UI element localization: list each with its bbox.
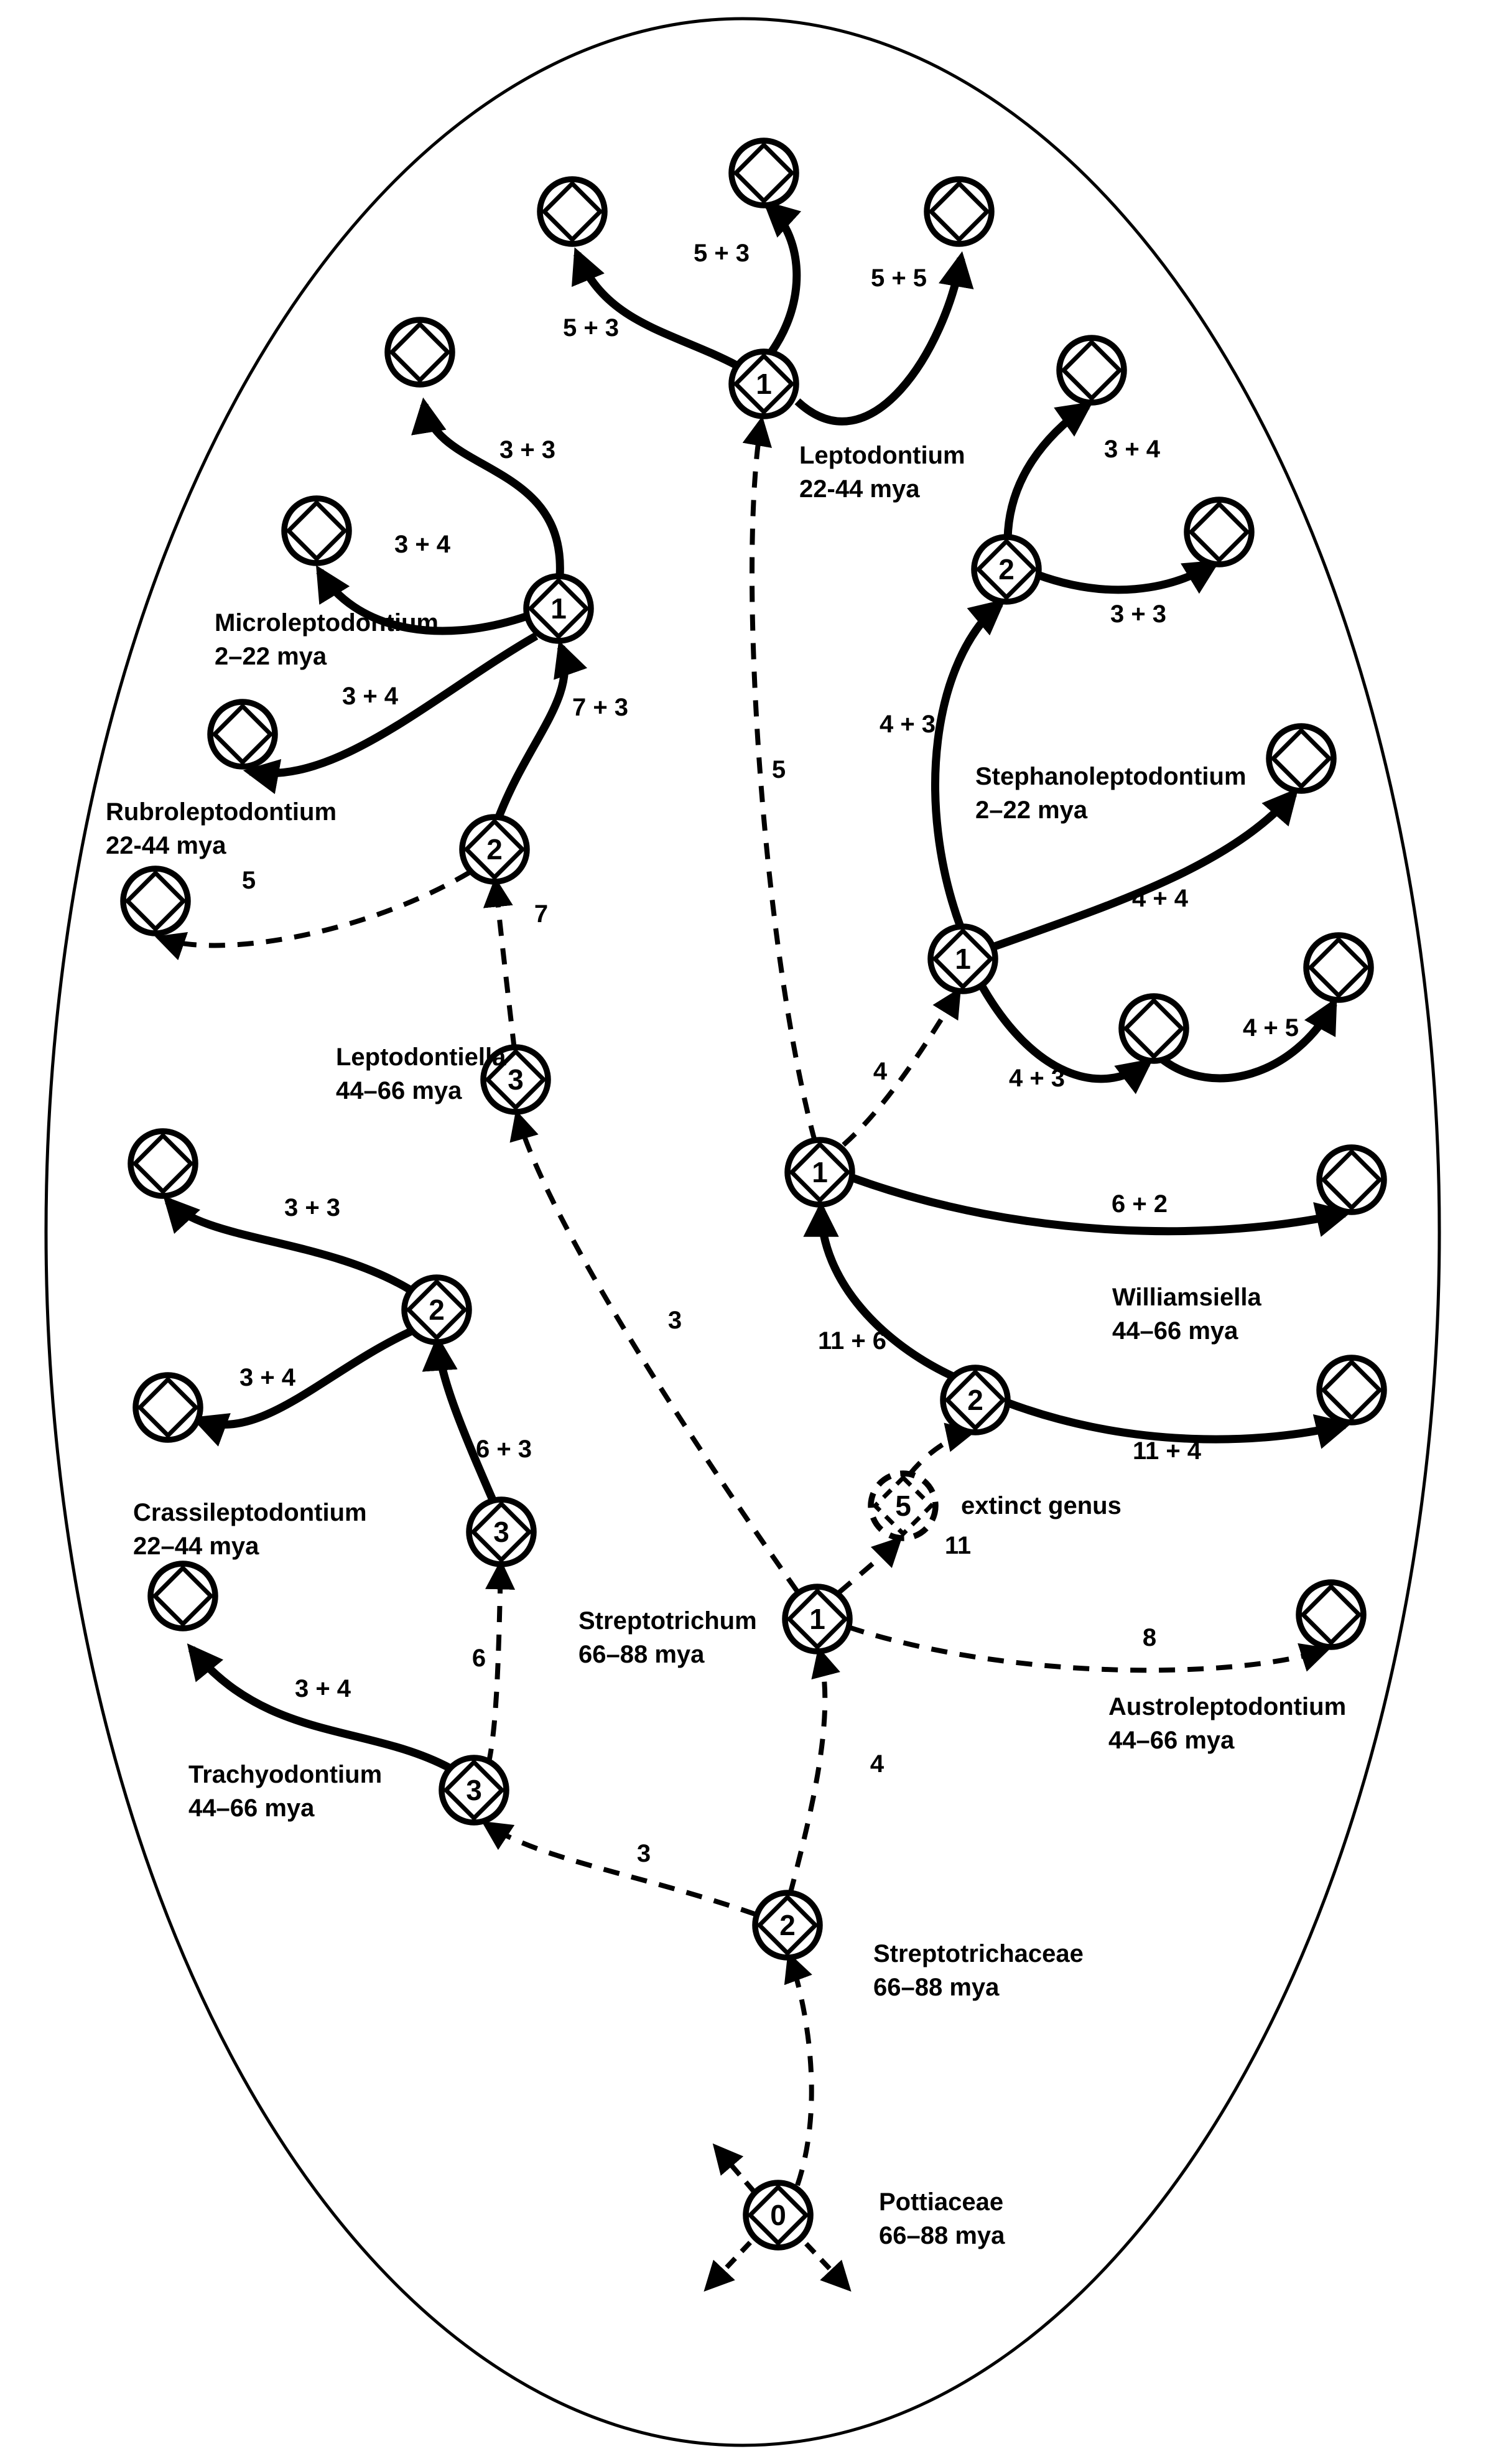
node-circle <box>131 1131 195 1196</box>
dashed-arrow <box>838 1541 898 1593</box>
edge-label-leptodontiella3-to-rubroleptodontium2: 7 <box>534 900 549 928</box>
edge-williamsiella1-to-leptodontium1 <box>752 422 815 1141</box>
node-number-leptodontium-1: 1 <box>756 368 772 400</box>
node-circle <box>1187 500 1251 564</box>
node-leaf-stephanoleptodontium-c <box>1269 726 1334 791</box>
genus-label-text-pottiaceae <box>879 2188 1005 2249</box>
genus-label-line: Streptotrichaceae <box>873 1940 1084 1967</box>
solid-arrow <box>768 205 797 352</box>
edge-label-stephanoleptodontium1-to-2: 4 + 3 <box>879 711 936 738</box>
genus-label-text-microleptodontium <box>215 609 439 670</box>
node-trachyodontium-3 <box>442 1758 506 1822</box>
node-number-pottiaceae-0: 0 <box>770 2199 786 2231</box>
solid-arrow <box>192 1649 450 1768</box>
edge-label-rubroleptodontium2-to-microleptodontium1: 7 + 3 <box>572 694 629 721</box>
edge-label-leptodontium1-to-leaf-b: 5 + 3 <box>693 240 750 267</box>
genus-label-line: Trachyodontium <box>188 1761 383 1788</box>
node-number-crassileptodontium-3: 3 <box>493 1516 509 1548</box>
dashed-arrow <box>708 2242 750 2287</box>
dashed-arrow <box>843 992 958 1145</box>
node-rubroleptodontium-2 <box>462 817 527 882</box>
solid-arrow <box>1036 564 1214 590</box>
genus-label-leptodontium <box>799 442 965 503</box>
genus-label-line: Leptodontium <box>799 442 965 469</box>
dashed-arrow <box>717 2148 754 2191</box>
solid-arrow <box>438 1342 494 1503</box>
node-leaf-trachyodontium <box>151 1564 215 1628</box>
genus-label-line: 22–44 mya <box>133 1533 259 1560</box>
edge-leptodontium1-to-leaf-b <box>694 205 797 352</box>
node-stephanoleptodontium-1 <box>931 926 995 991</box>
edge-label-streptotrichaceae2-to-streptotrichum1: 4 <box>870 1750 885 1778</box>
edge-label-stephanoleptodontium2-to-leaf-b: 3 + 3 <box>1110 600 1167 628</box>
node-crassileptodontium-3 <box>469 1500 534 1564</box>
node-leaf-williamsiella-b <box>1319 1358 1384 1422</box>
edge-label-williamsiella1-to-stephanoleptodontium1: 4 <box>873 1058 888 1085</box>
genus-label-text-austroleptodontium <box>1108 1693 1346 1754</box>
genus-label-line: 2–22 mya <box>975 796 1088 824</box>
genus-label-text-leptodontiella <box>336 1043 506 1104</box>
edge-label-streptotrichaceae2-to-trachyodontium3: 3 <box>636 1840 651 1867</box>
genus-label-text-trachyodontium <box>188 1761 382 1822</box>
node-leaf-stephanoleptodontium-e <box>1121 996 1186 1061</box>
node-leaf-crassileptodontium-a <box>131 1131 195 1196</box>
node-number-streptotrichum-1: 1 <box>809 1603 825 1635</box>
genus-label-text-rubroleptodontium <box>106 798 337 859</box>
edge-crassileptodontium2-to-leaf-a <box>168 1194 409 1289</box>
node-number-streptotrichaceae-2: 2 <box>779 1909 796 1941</box>
genus-label-pottiaceae <box>879 2188 1005 2249</box>
edge-williamsiella2-to-leaf-b <box>1005 1402 1345 1465</box>
genus-label-text-crassileptodontium <box>133 1499 367 1560</box>
node-number-crassileptodontium-2: 2 <box>429 1294 445 1326</box>
edge-pottiaceae0-ray-sw <box>708 2242 750 2287</box>
edge-extinct5-to-williamsiella2 <box>909 1432 970 1475</box>
node-extinct-genus-5 <box>871 1473 936 1538</box>
edge-streptotrichum1-to-extinct5 <box>838 1532 971 1593</box>
node-leaf-stephanoleptodontium-a <box>1059 338 1124 403</box>
edge-streptotrichum1-to-leptodontiella3 <box>518 1116 797 1592</box>
node-leaf-austroleptodontium <box>1299 1582 1363 1647</box>
genus-label-line: Microleptodontium <box>215 609 439 637</box>
dashed-arrow <box>486 1824 756 1915</box>
edge-trachyodontium3-to-leaf <box>192 1649 450 1768</box>
node-streptotrichum-1 <box>785 1587 850 1651</box>
genus-label-line: 22-44 mya <box>799 475 920 503</box>
node-number-extinct-genus-5: 5 <box>895 1490 911 1522</box>
node-circle <box>284 498 349 563</box>
genus-label-line: Crassileptodontium <box>133 1499 367 1526</box>
edge-label-microleptodontium1-to-leaf-b: 3 + 4 <box>394 531 451 558</box>
edge-label-streptotrichum1-to-leptodontiella3: 3 <box>667 1307 682 1334</box>
genus-label-line: extinct genus <box>961 1492 1121 1519</box>
node-circle <box>1059 338 1124 403</box>
node-circle <box>1306 935 1371 1000</box>
edge-williamsiella2-to-1 <box>818 1208 953 1376</box>
node-williamsiella-1 <box>787 1140 852 1205</box>
genus-label-text-streptotrichaceae <box>873 1940 1084 2001</box>
node-number-williamsiella-2: 2 <box>967 1384 983 1416</box>
genus-label-streptotrichum <box>578 1607 757 1668</box>
genus-label-text-stephanoleptodontium <box>975 763 1247 824</box>
solid-arrow <box>198 1332 411 1425</box>
node-stephanoleptodontium-2 <box>974 537 1039 602</box>
node-circle <box>1269 726 1334 791</box>
solid-arrow <box>577 254 738 366</box>
node-circle <box>210 702 275 767</box>
genus-label-line: 66–88 mya <box>578 1641 705 1668</box>
node-circle <box>1121 996 1186 1061</box>
genus-label-williamsiella <box>1112 1284 1262 1345</box>
edge-label-crassileptodontium2-to-leaf-b: 3 + 4 <box>239 1364 296 1391</box>
node-leaf-crassileptodontium-b <box>136 1375 200 1440</box>
edge-label-leptodontium1-to-leaf-a: 5 + 3 <box>562 314 620 342</box>
genus-label-text-williamsiella <box>1112 1284 1262 1345</box>
node-number-trachyodontium-3: 3 <box>466 1774 482 1806</box>
edge-stephanoleptodontium2-to-leaf-a <box>1008 406 1161 539</box>
solid-arrow <box>498 647 565 820</box>
dashed-arrow <box>496 883 514 1050</box>
edge-label-rubroleptodontium2-to-leaf: 5 <box>241 867 256 894</box>
node-circle <box>1319 1358 1384 1422</box>
genus-label-rubroleptodontium <box>106 798 337 859</box>
edge-label-stephanoleptodontium1-to-leaf-e: 4 + 3 <box>1008 1065 1066 1092</box>
edge-label-microleptodontium1-to-leaf-a: 3 + 3 <box>499 436 556 464</box>
node-leaf-rubroleptodontium <box>123 869 188 933</box>
node-pottiaceae-0 <box>746 2183 810 2247</box>
edge-stephanoleptodontium-leaf-e-to-d <box>1162 1004 1334 1078</box>
node-circle <box>1319 1147 1384 1212</box>
genus-label-line: 44–66 mya <box>1112 1317 1238 1345</box>
genus-label-line: Pottiaceae <box>879 2188 1004 2216</box>
node-number-williamsiella-1: 1 <box>812 1156 828 1188</box>
genus-label-line: Austroleptodontium <box>1108 1693 1347 1720</box>
node-leaf-stephanoleptodontium-d <box>1306 935 1371 1000</box>
node-number-microleptodontium-1: 1 <box>550 592 567 625</box>
edge-label-streptotrichum1-to-austroleptodontium-leaf: 8 <box>1142 1624 1157 1651</box>
edge-leptodontium1-to-leaf-c <box>797 258 961 421</box>
edge-stephanoleptodontium2-to-leaf-b <box>1036 564 1214 628</box>
genus-label-text-leptodontium <box>799 442 965 503</box>
edge-label-williamsiella1-to-leptodontium1: 5 <box>771 756 786 783</box>
node-leaf-leptodontium-a <box>540 179 605 244</box>
genus-label-text-extinct-genus <box>961 1492 1121 1519</box>
genus-label-austroleptodontium <box>1108 1693 1346 1754</box>
node-circle <box>1299 1582 1363 1647</box>
node-number-rubroleptodontium-2: 2 <box>486 833 503 866</box>
dashed-arrow <box>160 872 470 945</box>
edge-label-crassileptodontium2-to-leaf-a: 3 + 3 <box>284 1194 341 1221</box>
dashed-arrow <box>806 2244 847 2287</box>
edge-streptotrichaceae2-to-streptotrichum1 <box>790 1653 885 1895</box>
genus-label-line: 66–88 mya <box>873 1974 1000 2001</box>
solid-arrow <box>1005 1402 1345 1439</box>
edge-crassileptodontium3-to-2 <box>438 1342 532 1503</box>
node-number-leptodontiella-3: 3 <box>508 1063 524 1096</box>
genus-label-line: 2–22 mya <box>215 643 327 670</box>
node-microleptodontium-1 <box>526 576 591 641</box>
genus-label-extinct-genus <box>961 1492 1121 1519</box>
node-leaf-leptodontium-b <box>731 141 796 205</box>
edge-williamsiella1-to-stephanoleptodontium1 <box>843 992 958 1145</box>
edge-label-crassileptodontium3-to-2: 6 + 3 <box>475 1435 532 1463</box>
node-leaf-williamsiella-a <box>1319 1147 1384 1212</box>
dashed-arrow <box>790 1653 825 1895</box>
edge-pottiaceae0-to-streptotrichaceae2 <box>790 1958 812 2185</box>
edge-leptodontiella3-to-rubroleptodontium2 <box>496 883 548 1050</box>
genus-label-microleptodontium <box>215 609 439 670</box>
dashed-arrow <box>909 1432 970 1475</box>
genus-label-crassileptodontium <box>133 1499 367 1560</box>
edge-crassileptodontium2-to-leaf-b <box>198 1332 411 1425</box>
edge-label-williamsiella2-to-1: 11 + 6 <box>817 1327 887 1355</box>
node-leaf-leptodontium-c <box>927 179 991 244</box>
genus-label-line: Stephanoleptodontium <box>975 763 1247 790</box>
node-leaf-microleptodontium-c <box>210 702 275 767</box>
node-crassileptodontium-2 <box>404 1277 469 1342</box>
dashed-arrow <box>488 1566 501 1765</box>
node-williamsiella-2 <box>943 1368 1008 1432</box>
edge-streptotrichaceae2-to-trachyodontium3 <box>486 1824 756 1915</box>
genus-label-trachyodontium <box>188 1761 382 1822</box>
genus-label-line: 44–66 mya <box>188 1794 315 1822</box>
edge-williamsiella1-to-leaf-a <box>851 1177 1345 1231</box>
node-number-stephanoleptodontium-1: 1 <box>955 943 971 975</box>
node-number-stephanoleptodontium-2: 2 <box>998 553 1015 586</box>
node-leaf-microleptodontium-b <box>284 498 349 563</box>
edge-label-streptotrichum1-to-extinct5: 11 <box>944 1532 972 1559</box>
node-leaf-stephanoleptodontium-b <box>1187 500 1251 564</box>
edge-label-trachyodontium3-to-crassileptodontium3: 6 <box>471 1645 486 1672</box>
edge-label-stephanoleptodontium2-to-leaf-a: 3 + 4 <box>1103 436 1161 463</box>
solid-arrow <box>1008 406 1087 539</box>
node-leptodontium-1 <box>731 352 796 416</box>
edge-pottiaceae0-ray-nw <box>717 2148 754 2191</box>
node-streptotrichaceae-2 <box>755 1893 820 1958</box>
genus-label-line: 22-44 mya <box>106 832 226 859</box>
node-circle <box>136 1375 200 1440</box>
edge-label-williamsiella1-to-leaf-a: 6 + 2 <box>1111 1190 1168 1218</box>
edge-rubroleptodontium2-to-microleptodontium1 <box>498 647 628 820</box>
genus-label-line: Leptodontiella <box>336 1043 506 1071</box>
edge-leptodontium1-to-leaf-a <box>563 254 738 366</box>
edge-label-stephanoleptodontium1-to-leaf-c: 4 + 4 <box>1131 885 1189 912</box>
genus-label-text-streptotrichum <box>578 1607 757 1668</box>
node-leaf-microleptodontium-a <box>388 320 452 385</box>
genus-label-line: Streptotrichum <box>578 1607 757 1635</box>
genus-label-line: 66–88 mya <box>879 2222 1005 2249</box>
edge-label-trachyodontium3-to-leaf: 3 + 4 <box>294 1675 351 1702</box>
dashed-arrow <box>848 1627 1325 1670</box>
genus-label-stephanoleptodontium <box>975 763 1247 824</box>
edge-streptotrichum1-to-austroleptodontium-leaf <box>848 1624 1325 1670</box>
solid-arrow <box>851 1177 1345 1231</box>
edge-rubroleptodontium2-to-leaf <box>160 867 470 945</box>
genus-label-line: Rubroleptodontium <box>106 798 337 826</box>
genus-label-leptodontiella <box>336 1043 506 1104</box>
node-circle <box>388 320 452 385</box>
node-circle <box>151 1564 215 1628</box>
genus-label-line: Williamsiella <box>1112 1284 1261 1311</box>
edge-label-microleptodontium1-to-leaf-c: 3 + 4 <box>341 683 399 710</box>
genus-label-streptotrichaceae <box>873 1940 1084 2001</box>
genus-label-line: 44–66 mya <box>336 1077 462 1104</box>
edge-label-williamsiella2-to-leaf-b: 11 + 4 <box>1132 1437 1202 1465</box>
node-circle <box>731 141 796 205</box>
dashed-arrow <box>790 1958 812 2185</box>
node-circle <box>123 869 188 933</box>
node-circle <box>540 179 605 244</box>
edge-label-leptodontium1-to-leaf-c: 5 + 5 <box>870 264 927 292</box>
edge-trachyodontium3-to-crassileptodontium3 <box>472 1566 501 1765</box>
edge-pottiaceae0-ray-se <box>806 2244 847 2287</box>
dashed-arrow <box>518 1116 797 1592</box>
genus-label-line: 44–66 mya <box>1108 1727 1235 1754</box>
edge-label-stephanoleptodontium-leaf-e-to-d: 4 + 5 <box>1242 1014 1299 1042</box>
node-circle <box>927 179 991 244</box>
